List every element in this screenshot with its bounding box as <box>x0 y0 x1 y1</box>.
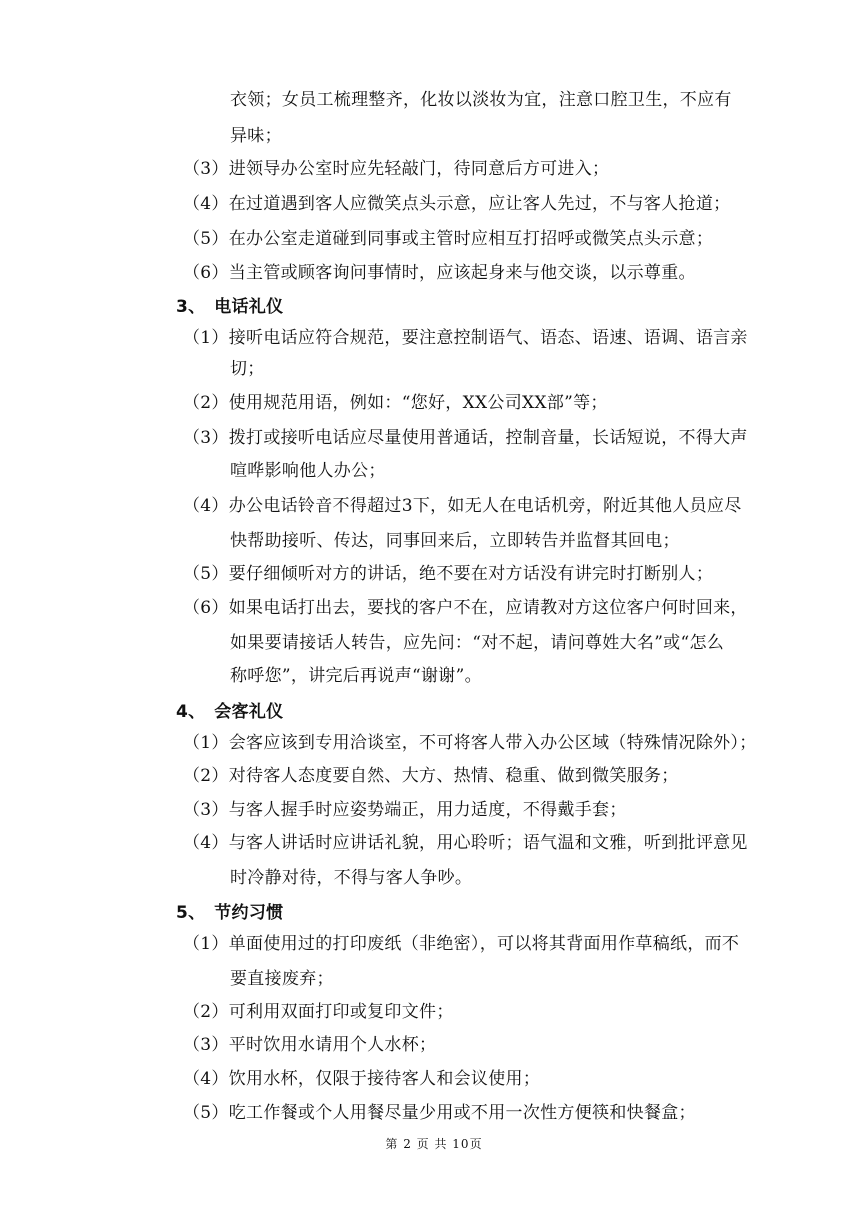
list-item: （3）平时饮用水请用个人水杯； <box>183 1035 437 1055</box>
paragraph-line: 喧哗影响他人办公； <box>230 461 386 481</box>
list-item: （4）办公电话铃音不得超过3下，如无人在电话机旁，附近其他人员应尽 <box>183 496 742 516</box>
paragraph-line: 如果要请接话人转告，应先问：“对不起，请问尊姓大名”或“怎么 <box>230 633 725 653</box>
list-item: （4）与客人讲话时应讲话礼貌，用心聆听；语气温和文雅，听到批评意见 <box>183 833 748 853</box>
list-item: （1）单面使用过的打印废纸（非绝密），可以将其背面用作草稿纸，而不 <box>183 934 740 954</box>
paragraph-line: 切； <box>230 359 265 379</box>
page-footer: 第 2 页 共 10页 <box>385 1137 483 1151</box>
paragraph-line: 快帮助接听、传达，同事回来后，立即转告并监督其回电； <box>230 531 680 551</box>
list-item: （5）吃工作餐或个人用餐尽量少用或不用一次性方便筷和快餐盒； <box>183 1103 696 1123</box>
paragraph-line: 要直接废弃； <box>230 969 334 989</box>
list-item: （5）要仔细倾听对方的讲话，绝不要在对方话没有讲完时打断别人； <box>183 564 714 584</box>
list-item: （2）对待客人态度要自然、大方、热情、稳重、做到微笑服务； <box>183 766 679 786</box>
list-item: （4）饮用水杯，仅限于接待客人和会议使用； <box>183 1069 541 1089</box>
section-heading: 5、 节约习惯 <box>176 903 284 923</box>
list-item: （3）与客人握手时应姿势端正，用力适度，不得戴手套； <box>183 800 627 820</box>
list-item: （6）如果电话打出去，要找的客户不在，应请教对方这位客户何时回来， <box>183 598 748 618</box>
list-item: （4）在过道遇到客人应微笑点头示意，应让客人先过，不与客人抢道； <box>183 194 731 214</box>
paragraph-line: 时冷静对待，不得与客人争吵。 <box>230 868 473 888</box>
list-item: （2）可利用双面打印或复印文件； <box>183 1002 454 1022</box>
paragraph-line: 称呼您”，讲完后再说声“谢谢”。 <box>230 666 482 686</box>
section-heading: 4、 会客礼仪 <box>176 702 284 722</box>
list-item: （1）会客应该到专用洽谈室，不可将客人带入办公区域（特殊情况除外）； <box>183 733 757 753</box>
list-item: （5）在办公室走道碰到同事或主管时应相互打招呼或微笑点头示意； <box>183 229 714 249</box>
list-item: （6）当主管或顾客询问事情时，应该起身来与他交谈，以示尊重。 <box>183 263 696 283</box>
list-item: （1）接听电话应符合规范，要注意控制语气、语态、语速、语调、语言亲 <box>183 328 748 348</box>
section-heading: 3、 电话礼仪 <box>176 297 284 317</box>
paragraph-line: 衣领；女员工梳理整齐，化妆以淡妆为宜，注意口腔卫生，不应有 <box>230 90 732 110</box>
list-item: （3）进领导办公室时应先轻敲门，待同意后方可进入； <box>183 159 610 179</box>
paragraph-line: 异味； <box>230 126 282 146</box>
list-item: （3）拨打或接听电话应尽量使用普通话，控制音量，长话短说，不得大声 <box>183 428 748 448</box>
list-item: （2）使用规范用语，例如：“您好，XX公司XX部”等； <box>183 393 608 413</box>
